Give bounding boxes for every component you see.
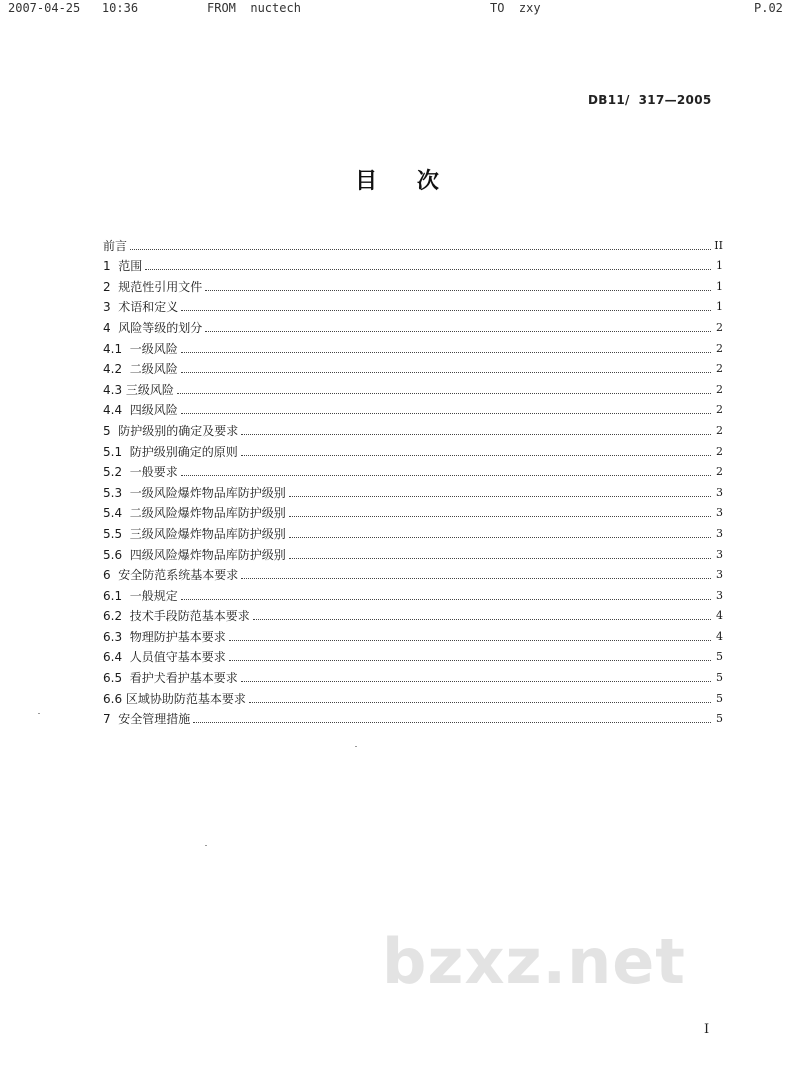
toc-entry <box>103 500 723 521</box>
toc-entry-page: 1 <box>716 300 723 314</box>
toc-entry-number: 5.1 <box>103 444 130 459</box>
page-title: 目 次 <box>355 168 455 194</box>
watermark: bzxz.net <box>382 925 686 998</box>
toc-entry-label: 一般要求 <box>129 465 178 480</box>
toc-entry <box>103 356 723 377</box>
toc-entry-label: 风险等级的划分 <box>118 320 203 335</box>
toc-entry <box>103 706 723 727</box>
toc-entry-label: 一级风险 <box>129 341 178 356</box>
toc-entry-page: 5 <box>716 671 723 685</box>
toc-entry <box>103 253 723 274</box>
toc-leader-dots <box>145 269 711 270</box>
fax-header <box>0 0 800 16</box>
scan-speck <box>355 746 357 747</box>
toc-leader-dots <box>229 640 711 641</box>
toc-entry-page: 2 <box>716 362 723 376</box>
toc-entry-number: 6.4 <box>103 650 130 665</box>
toc-entry-number: 5.3 <box>103 485 130 500</box>
toc-entry-label: 范围 <box>118 259 143 274</box>
toc-entry <box>103 603 723 624</box>
toc-leader-dots <box>181 352 711 353</box>
toc-entry <box>103 417 723 438</box>
toc-entry-number: 1 <box>103 259 119 274</box>
toc-entry <box>103 644 723 665</box>
toc-entry-label: 看护犬看护基本要求 <box>129 671 238 686</box>
toc-entry <box>103 438 723 459</box>
table-of-contents <box>103 232 723 726</box>
toc-leader-dots <box>289 558 711 559</box>
fax-from: FROM nuctech <box>207 1 301 15</box>
toc-entry-number: 3 <box>103 300 119 315</box>
toc-entry-page: 3 <box>716 568 723 582</box>
toc-entry-number: 5.6 <box>103 547 130 562</box>
toc-leader-dots <box>241 434 711 435</box>
toc-entry-page: 4 <box>716 629 723 643</box>
toc-entry-page: 3 <box>716 485 723 499</box>
toc-leader-dots <box>241 455 711 456</box>
toc-entry-label: 术语和定义 <box>118 300 179 315</box>
toc-entry <box>103 562 723 583</box>
footer-page-number: I <box>704 1022 710 1037</box>
toc-entry-number: 4 <box>103 320 119 335</box>
toc-entry-number: 5.4 <box>103 506 130 521</box>
toc-entry-page: II <box>714 238 723 252</box>
toc-entry-label: 区域协助防范基本要求 <box>125 691 246 706</box>
toc-entry <box>103 459 723 480</box>
toc-leader-dots <box>289 516 711 517</box>
toc-leader-dots <box>241 681 711 682</box>
toc-leader-dots <box>181 413 711 414</box>
scan-speck <box>205 845 207 846</box>
toc-entry-label: 一般规定 <box>129 588 178 603</box>
toc-entry-page: 2 <box>716 465 723 479</box>
toc-entry <box>103 685 723 706</box>
toc-entry-number: 6.2 <box>103 609 130 624</box>
toc-leader-dots <box>229 660 711 661</box>
toc-entry-label: 技术手段防范基本要求 <box>129 609 250 624</box>
document-number: DB11/ 317—2005 <box>588 93 712 107</box>
toc-entry-page: 2 <box>716 403 723 417</box>
toc-entry-page: 2 <box>716 423 723 437</box>
toc-entry-page: 1 <box>716 259 723 273</box>
toc-entry-number: 6.3 <box>103 629 130 644</box>
toc-entry-number: 5 <box>103 423 119 438</box>
toc-leader-dots <box>289 537 711 538</box>
toc-entry-page: 3 <box>716 588 723 602</box>
fax-to: TO zxy <box>490 1 541 15</box>
toc-entry <box>103 314 723 335</box>
toc-leader-dots <box>193 722 711 723</box>
toc-entry <box>103 479 723 500</box>
toc-entry-label: 安全防范系统基本要求 <box>118 568 239 583</box>
toc-entry-page: 2 <box>716 382 723 396</box>
toc-entry-label: 二级风险 <box>129 362 178 377</box>
toc-entry-page: 2 <box>716 444 723 458</box>
toc-leader-dots <box>205 290 711 291</box>
toc-entry-label: 一级风险爆炸物品库防护级别 <box>129 485 286 500</box>
toc-entry-label: 四级风险爆炸物品库防护级别 <box>129 547 286 562</box>
toc-entry <box>103 541 723 562</box>
toc-entry <box>103 335 723 356</box>
toc-leader-dots <box>181 599 711 600</box>
toc-entry <box>103 623 723 644</box>
toc-leader-dots <box>130 249 711 250</box>
toc-leader-dots <box>241 578 711 579</box>
toc-leader-dots <box>253 619 711 620</box>
toc-entry-label: 前言 <box>103 238 128 253</box>
toc-entry <box>103 520 723 541</box>
toc-leader-dots <box>181 372 711 373</box>
toc-leader-dots <box>181 310 711 311</box>
toc-entry-label: 人员值守基本要求 <box>129 650 226 665</box>
toc-entry-page: 2 <box>716 320 723 334</box>
toc-entry-label: 安全管理措施 <box>118 712 191 727</box>
toc-entry-label: 四级风险 <box>129 403 178 418</box>
toc-entry-page: 3 <box>716 506 723 520</box>
toc-entry <box>103 294 723 315</box>
toc-entry-page: 5 <box>716 691 723 705</box>
toc-entry-page: 1 <box>716 279 723 293</box>
toc-entry-number: 5.2 <box>103 465 130 480</box>
toc-entry-label: 三级风险 <box>125 382 174 397</box>
toc-leader-dots <box>205 331 711 332</box>
toc-entry-number: 6.1 <box>103 588 130 603</box>
toc-entry <box>103 376 723 397</box>
toc-entry-number: 4.4 <box>103 403 130 418</box>
toc-entry-number: 6.5 <box>103 671 130 686</box>
toc-entry-number: 7 <box>103 712 119 727</box>
toc-entry <box>103 273 723 294</box>
toc-entry-number: 4.2 <box>103 362 130 377</box>
toc-entry-page: 2 <box>716 341 723 355</box>
toc-entry-label: 二级风险爆炸物品库防护级别 <box>129 506 286 521</box>
toc-leader-dots <box>177 393 711 394</box>
toc-entry-label: 防护级别的确定及要求 <box>118 423 239 438</box>
toc-entry-number: 6.6 <box>103 691 126 706</box>
toc-entry-number: 5.5 <box>103 526 130 541</box>
toc-entry-number: 6 <box>103 568 119 583</box>
toc-entry <box>103 232 723 253</box>
fax-datetime: 2007-04-25 10:36 <box>8 1 139 15</box>
toc-entry-page: 5 <box>716 650 723 664</box>
toc-entry <box>103 664 723 685</box>
toc-leader-dots <box>249 702 711 703</box>
toc-entry-page: 3 <box>716 547 723 561</box>
toc-leader-dots <box>181 475 711 476</box>
toc-entry-number: 4.3 <box>103 382 126 397</box>
toc-entry-label: 规范性引用文件 <box>118 279 203 294</box>
toc-leader-dots <box>289 496 711 497</box>
toc-entry-number: 2 <box>103 279 119 294</box>
toc-entry-number: 4.1 <box>103 341 130 356</box>
toc-entry-page: 3 <box>716 526 723 540</box>
toc-entry-page: 4 <box>716 609 723 623</box>
scan-speck <box>38 713 40 714</box>
toc-entry <box>103 582 723 603</box>
toc-entry-label: 物理防护基本要求 <box>129 629 226 644</box>
toc-entry-label: 防护级别确定的原则 <box>129 444 238 459</box>
fax-page: P.02 <box>754 1 783 15</box>
toc-entry <box>103 397 723 418</box>
toc-entry-page: 5 <box>716 712 723 726</box>
toc-entry-label: 三级风险爆炸物品库防护级别 <box>129 526 286 541</box>
